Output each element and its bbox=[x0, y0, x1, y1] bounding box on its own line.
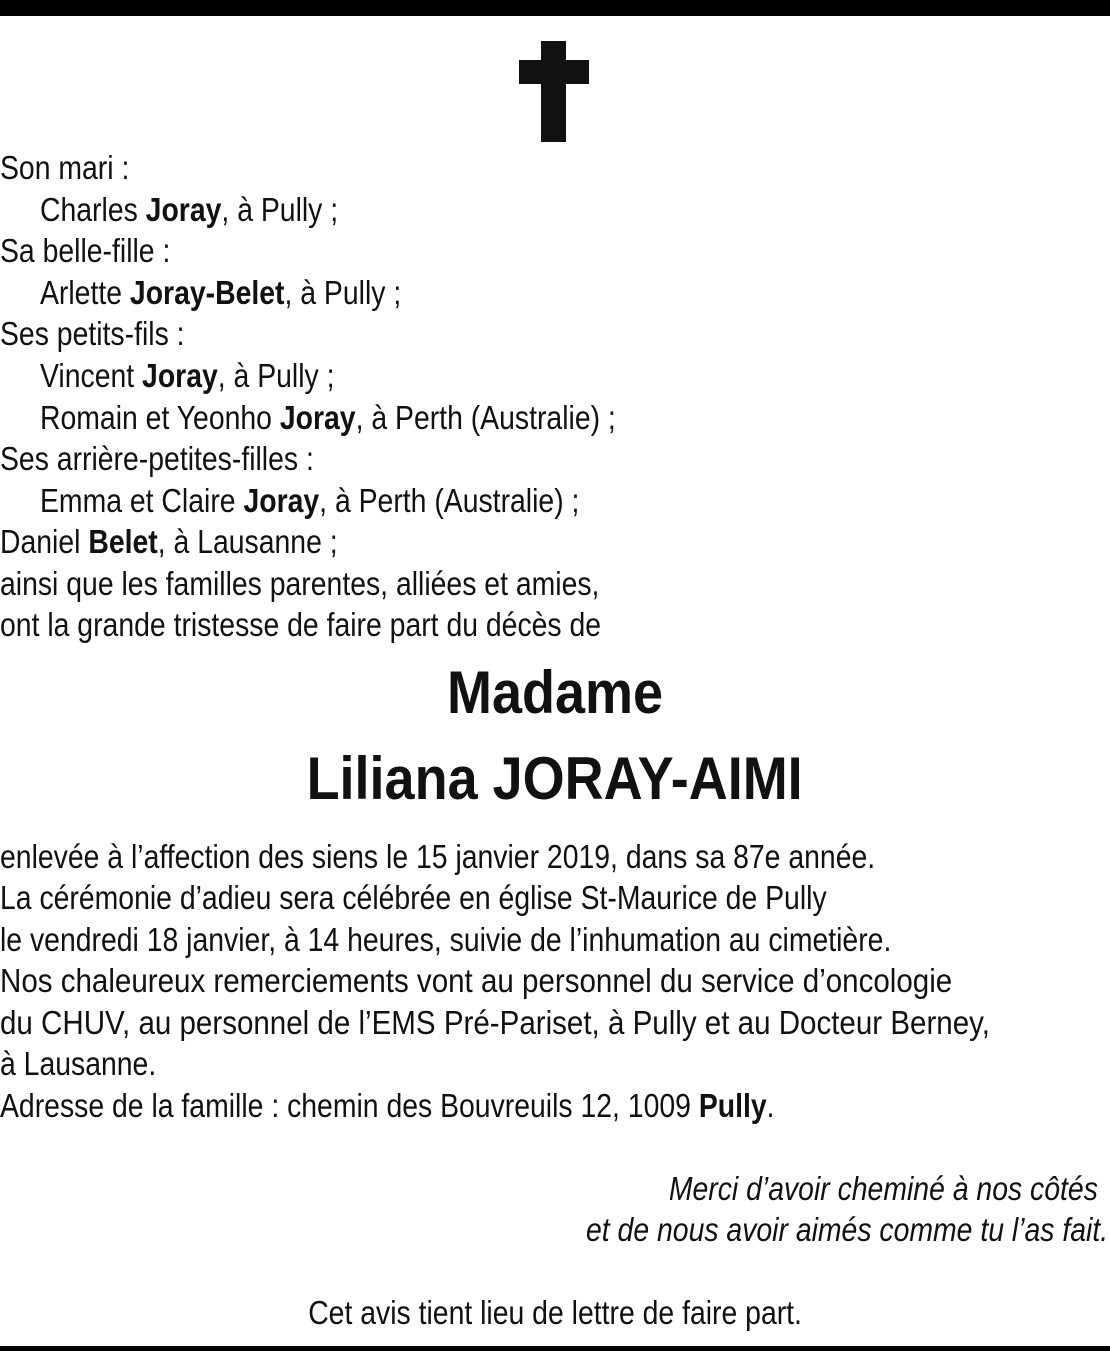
family-surname: Joray-Belet bbox=[129, 274, 285, 311]
body-line: du CHUV, au personnel de l’EMS Pré-Pariset, à Pully et au Docteur Berney, bbox=[0, 1004, 990, 1041]
family-surname: Joray bbox=[279, 399, 356, 436]
family-line: ont la grande tristesse de faire part du décès de bbox=[0, 606, 602, 643]
family-line: Ses petits-fils : bbox=[0, 315, 185, 352]
family-line: Emma et Claire Joray, à Perth (Australie) ; bbox=[40, 482, 580, 519]
body-line: enlevée à l’affection des siens le 15 janvier 2019, dans sa 87e année. bbox=[0, 838, 876, 875]
family-surname: Joray bbox=[243, 482, 320, 519]
quote-line: Merci d’avoir cheminé à nos côtés bbox=[668, 1170, 1098, 1207]
family-surname: Belet bbox=[88, 523, 158, 560]
family-line: ainsi que les familles parentes, alliées et amies, bbox=[0, 565, 600, 602]
deceased-title: Madame bbox=[446, 659, 664, 726]
body-line: le vendredi 18 janvier, à 14 heures, suivie de l’inhumation au cimetière. bbox=[0, 921, 892, 958]
family-surname: Joray bbox=[142, 357, 218, 394]
family-line: Sa belle-fille : bbox=[0, 232, 171, 269]
family-line: Charles Joray, à Pully ; bbox=[40, 191, 339, 228]
family-address: Adresse de la famille : chemin des Bouvreuils 12, 1009 Pully. bbox=[0, 1087, 775, 1124]
body-line: La cérémonie d’adieu sera célébrée en église St-Maurice de Pully bbox=[0, 879, 827, 916]
family-surname: Joray bbox=[145, 191, 222, 228]
bottom-border-rule bbox=[0, 1346, 1110, 1351]
address-town: Pully bbox=[698, 1087, 767, 1124]
body-line: Nos chaleureux remerciements vont au personnel du service d’oncologie bbox=[0, 962, 953, 999]
latin-cross-icon bbox=[519, 41, 589, 142]
family-line: Daniel Belet, à Lausanne ; bbox=[0, 523, 338, 560]
family-line: Arlette Joray-Belet, à Pully ; bbox=[40, 274, 402, 311]
family-line: Vincent Joray, à Pully ; bbox=[40, 357, 335, 394]
footer-note: Cet avis tient lieu de lettre de faire part. bbox=[308, 1294, 802, 1331]
body-line: à Lausanne. bbox=[0, 1045, 157, 1082]
family-line: Ses arrière-petites-filles : bbox=[0, 440, 314, 477]
quote-line: et de nous avoir aimés comme tu l’as fait. bbox=[585, 1211, 1108, 1248]
deceased-name: Liliana JORAY-AIMI bbox=[306, 745, 804, 812]
family-line: Romain et Yeonho Joray, à Perth (Australie) ; bbox=[40, 399, 616, 436]
top-border-rule bbox=[0, 0, 1110, 16]
family-line: Son mari : bbox=[0, 149, 130, 186]
